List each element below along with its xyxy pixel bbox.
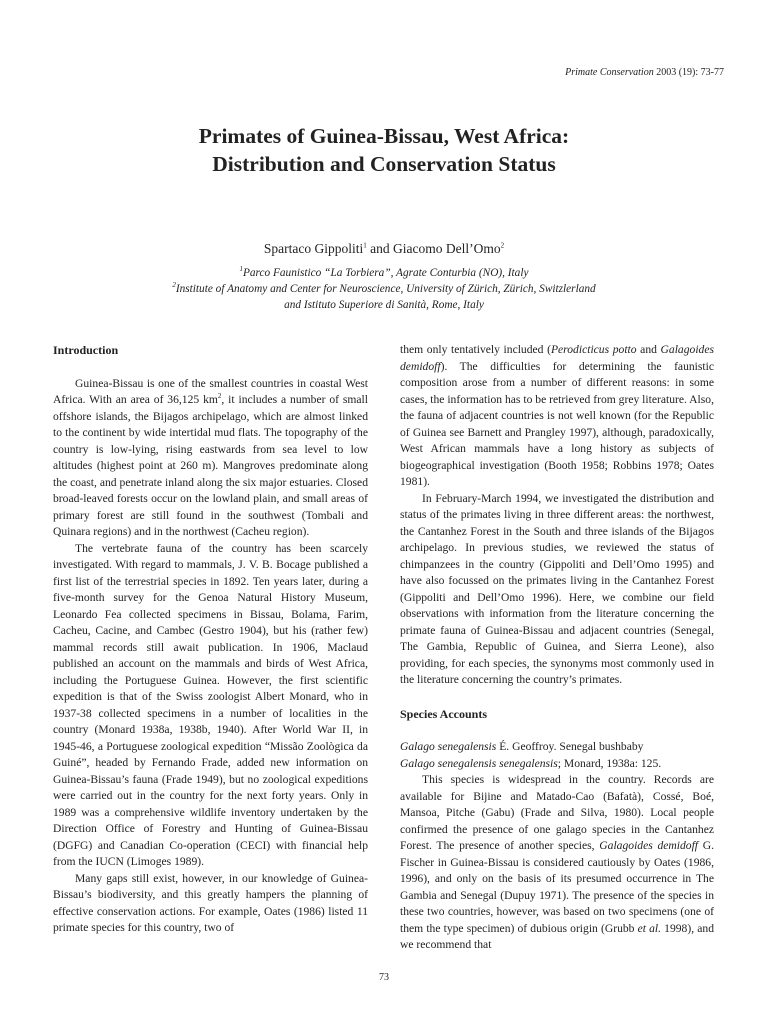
- paragraph: In February-March 1994, we investigated the distribution and status of the primates living in three different areas: the northwest, the Cantanhez Forest in the South and three islands of the Bijagos archipelago. In previous studies, we reviewed the status of chimpanzees in the country (Gippoliti and Dell’Omo 1995) and have also focussed on the primates living in the Cantanhez Forest (Gippoliti and Dell’Omo 1996). Here, we combine our field observations with information from the literature concerning the primate fauna of Guinea-Bissau and adjacent countries (Senegal, The Gambia, Republic of Guinea, and Sierra Leone), also providing, for each species, the synonyms most commonly used in the literature concerning the country’s primates.: [400, 491, 714, 686]
- paragraph-text: them only tentatively included (: [400, 343, 551, 356]
- section-heading-introduction: Introduction: [53, 343, 119, 357]
- superscript: 2: [217, 392, 222, 401]
- paragraph: [53, 376, 368, 541]
- paragraph: [400, 772, 714, 954]
- page-number: 73: [379, 972, 389, 983]
- et-al: et al.: [637, 921, 662, 935]
- species-name: Perodicticus potto: [550, 343, 637, 356]
- species-header-line: [400, 739, 714, 756]
- title-line-2: Distribution and Conservation Status: [212, 152, 556, 176]
- paragraph-text: and: [636, 343, 661, 356]
- paragraph-text: G. Fischer in Guinea-Bissau is considered cautiously by Oates (1986, 1996), and only on the basis of its presumed occurrence in The Gambia and Senegal (Dupuy 1971). The presence of the species in these two countries, however, was based on two specimens (one of them the type specimen) of dubious origin (Grubb: [400, 839, 714, 935]
- author-1: Spartaco Gippoliti: [263, 241, 364, 256]
- paragraph: Many gaps still exist, however, in our knowledge of Guinea-Bissau’s biodiversity, and this greatly hampers the planning of effective conservation actions. For example, Oates (1986) listed 11 primate species for this country, two of: [53, 871, 368, 934]
- species-synonym-line: [400, 756, 714, 773]
- paragraph: [400, 342, 714, 491]
- species-authority: É. Geoffroy. Senegal bushbaby: [496, 740, 644, 753]
- affiliation-1-text: Parco Faunistico “La Torbiera”, Agrate Conturbia (NO), Italy: [243, 267, 529, 279]
- author-2: Giacomo Dell’Omo: [393, 241, 501, 256]
- article-title: [0, 122, 768, 178]
- affiliation-1-mark: 1: [239, 265, 243, 274]
- left-column: [53, 342, 368, 937]
- paragraph-text: 1998), and we recommend that: [400, 921, 714, 951]
- title-line-1: Primates of Guinea-Bissau, West Africa:: [198, 124, 570, 148]
- affiliation-2-text: Institute of Anatomy and Center for Neuroscience, University of Zürich, Zürich, Switzlerland: [175, 283, 596, 295]
- journal-volume-pages: 2003 (19): 73-77: [653, 67, 724, 78]
- author-1-affiliation-mark: 1: [363, 241, 367, 250]
- paragraph-text: Guinea-Bissau is one of the smallest countries in coastal West Africa. With an area of 36,125 km: [53, 376, 368, 406]
- paragraph-text: , it includes a number of small offshore islands, the Bijagos archipelago, which are almost linked to the continent by wide intertidal mud flats. The topography of the country is low-lying, rising eastwards from sea level to low altitudes (highest point at 260 m). Mangroves predominate along the coast, and penetrate inland along the six major estuaries. Closed broad-leaved forests occur on the lowland plain, and small areas of primary forest are still found in the southwest (Tombali and Quinara regions) and in the northwest (Cacheu region).: [53, 393, 368, 538]
- journal-citation: [565, 67, 724, 78]
- species-name: Galago senegalensis senegalensis: [400, 756, 558, 770]
- paragraph-text: ). The difficulties for determining the faunistic composition arose from a number of different reasons: in some cases, the information has to be retrieved from grey literature. Also, the fauna of adjacent countries is not well known (for the Republic of Guinea see Barnett and Prangley 1997), although, paradoxically, West African mammals have a long history as subjects of biogeographical investigation (Booth 1958; Robbins 1978; Oates 1981).: [400, 359, 714, 488]
- affiliation-2-continued: and Istituto Superiore di Sanità, Rome, Italy: [284, 299, 484, 311]
- species-synonym-ref: ; Monard, 1938a: 125.: [557, 756, 662, 770]
- affiliation-2: [0, 281, 768, 297]
- section-heading-species-accounts: Species Accounts: [400, 706, 487, 721]
- author-2-affiliation-mark: 2: [500, 241, 505, 250]
- affiliations: [0, 265, 768, 313]
- author-list: [0, 241, 768, 257]
- journal-name: Primate Conservation: [565, 67, 654, 78]
- affiliation-1: [0, 265, 768, 281]
- species-name: Galagoides demidoff: [400, 343, 714, 373]
- species-name: Galago senegalensis: [400, 740, 497, 753]
- affiliation-2-mark: 2: [172, 281, 176, 290]
- species-name: Galagoides demidoff: [599, 839, 699, 852]
- paragraph-text: This species is widespread in the country. Records are available for Bijine and Matado-Cao (Bafatà), Cossé, Boé, Mansoa, Pitche (Gabu) (Frade and Silva, 1980). Local people confirmed the presence of one galago species in the Cantanhez Forest. The presence of another species,: [400, 773, 714, 852]
- right-column: [400, 342, 714, 954]
- author-conjunction: and: [366, 241, 393, 256]
- paragraph: The vertebrate fauna of the country has been scarcely investigated. With regard to mammals, J. V. B. Bocage published a first list of the terrestrial species in 1892. Ten years later, during a five-month survey for the Genoa Natural History Museum, Leonardo Fea collected specimens in Bissau, Bolama, Farim, Cacheu, Cacine, and Cambec (Gestro 1904), but his (rather few) mammal records still await publication. In 1906, Maclaud published an account on the mammals and birds of West Africa, including the Portuguese Guinea. However, the first scientific expedition is that of the Swiss zoologist Albert Monard, who in 1937-38 collected specimens in a number of localities in the country (Monard 1938a, 1938b, 1940). After World War II, in 1945-46, a Portuguese zoological expedition “Missão Zoològica da Guiné”, headed by Fernando Frade, added new information on Guinea-Bissau’s fauna (Frade 1949), but no zoological expeditions were carried out in the country for the next forty years. Only in 1989 was a comprehensive wildlife inventory undertaken by the Direction Office of Forestry and Hunting of Guinea-Bissau (DGFG) and Canadian Co-operation (CECI) with financial help from the IUCN (Limoges 1989).: [53, 541, 368, 868]
